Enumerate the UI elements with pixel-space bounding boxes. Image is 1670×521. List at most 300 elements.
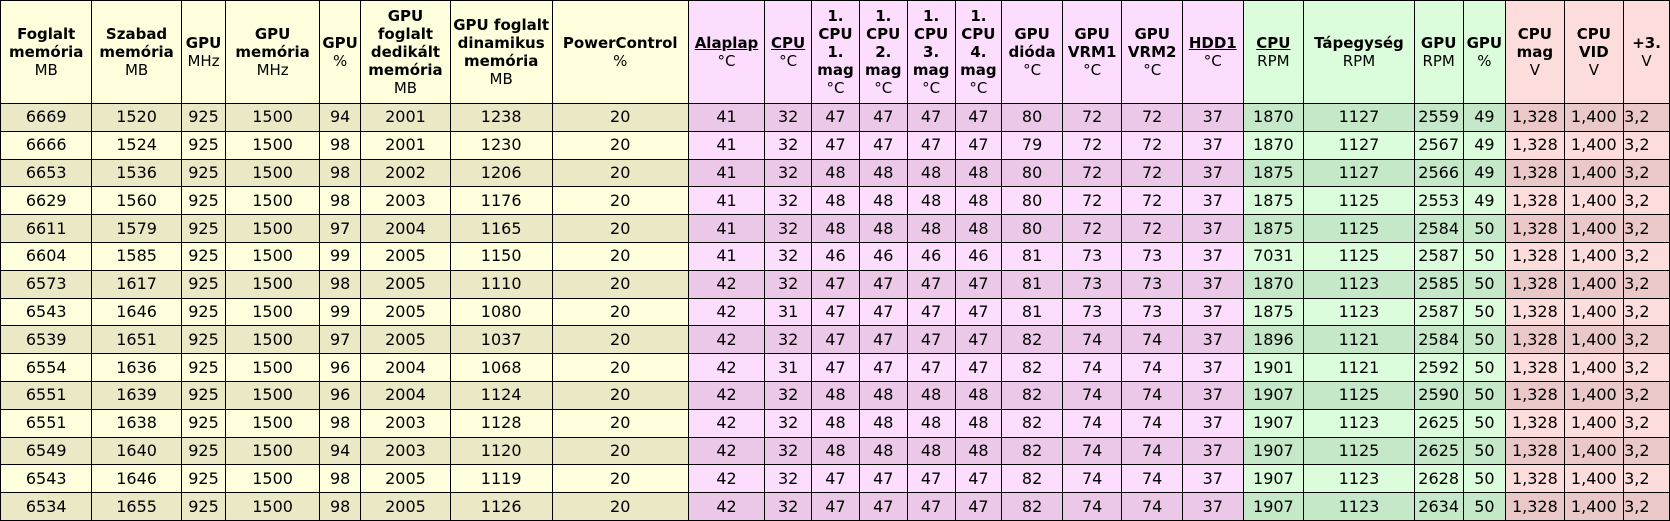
table-cell: 48	[955, 215, 1002, 243]
column-title: GPU	[1420, 34, 1457, 52]
table-cell: 74	[1122, 493, 1183, 521]
table-cell: 31	[765, 298, 812, 326]
column-unit: °C	[922, 79, 941, 97]
table-cell: 20	[552, 493, 688, 521]
column-unit: °C	[969, 79, 988, 97]
table-cell: 73	[1122, 298, 1183, 326]
table-cell: 2566	[1414, 159, 1463, 187]
table-cell: 2005	[361, 242, 450, 270]
table-cell: 3,2	[1624, 242, 1670, 270]
table-cell: 1,328	[1506, 437, 1564, 465]
table-cell: 1500	[226, 242, 320, 270]
header-row	[1, 1, 1670, 104]
table-cell: 2001	[361, 104, 450, 132]
column-header-6	[450, 1, 552, 104]
table-cell: 48	[812, 215, 860, 243]
table-cell: 925	[181, 465, 226, 493]
column-header-0	[1, 1, 92, 104]
table-cell: 925	[181, 104, 226, 132]
column-unit: MB	[393, 79, 418, 97]
table-cell: 46	[859, 242, 907, 270]
table-cell: 98	[319, 270, 360, 298]
table-cell: 1,328	[1506, 381, 1564, 409]
table-cell: 3,2	[1624, 187, 1670, 215]
column-title: PowerControl	[562, 34, 678, 52]
table-cell: 2634	[1414, 493, 1463, 521]
table-cell: 72	[1062, 159, 1122, 187]
table-cell: 925	[181, 354, 226, 382]
table-cell: 47	[955, 326, 1002, 354]
column-unit: V	[1641, 52, 1652, 70]
table-cell: 20	[552, 159, 688, 187]
table-cell: 48	[812, 187, 860, 215]
table-cell: 3,2	[1624, 104, 1670, 132]
table-cell: 48	[907, 215, 955, 243]
table-cell: 47	[907, 131, 955, 159]
table-cell: 47	[859, 104, 907, 132]
table-cell: 925	[181, 187, 226, 215]
table-cell: 98	[319, 159, 360, 187]
table-cell: 2584	[1414, 326, 1463, 354]
table-cell: 1875	[1243, 159, 1304, 187]
table-cell: 6549	[1, 437, 92, 465]
table-cell: 73	[1122, 270, 1183, 298]
column-header-18[interactable]	[1243, 1, 1304, 104]
table-cell: 2003	[361, 437, 450, 465]
column-unit: °C	[779, 52, 798, 70]
table-cell: 20	[552, 326, 688, 354]
table-cell: 1,400	[1564, 104, 1624, 132]
table-cell: 37	[1182, 326, 1243, 354]
table-cell: 41	[688, 131, 765, 159]
table-cell: 3,2	[1624, 215, 1670, 243]
table-cell: 49	[1463, 131, 1506, 159]
table-cell: 1536	[92, 159, 181, 187]
table-cell: 74	[1122, 354, 1183, 382]
table-cell: 1,400	[1564, 493, 1624, 521]
table-cell: 1638	[92, 409, 181, 437]
column-title: GPU foglalt dinamikus memória	[453, 16, 550, 70]
table-cell: 1500	[226, 104, 320, 132]
table-cell: 94	[319, 104, 360, 132]
table-cell: 47	[859, 326, 907, 354]
table-cell: 74	[1122, 465, 1183, 493]
column-header-24	[1624, 1, 1670, 104]
table-cell: 1,328	[1506, 270, 1564, 298]
table-cell: 32	[765, 131, 812, 159]
table-cell: 1,328	[1506, 104, 1564, 132]
table-cell: 47	[812, 270, 860, 298]
table-cell: 3,2	[1624, 131, 1670, 159]
table-cell: 32	[765, 381, 812, 409]
table-cell: 74	[1122, 381, 1183, 409]
table-cell: 98	[319, 409, 360, 437]
table-cell: 1,400	[1564, 270, 1624, 298]
column-title[interactable]: HDD1	[1188, 34, 1237, 52]
table-cell: 96	[319, 354, 360, 382]
table-cell: 73	[1062, 270, 1122, 298]
column-header-15	[1062, 1, 1122, 104]
table-cell: 20	[552, 298, 688, 326]
table-cell: 48	[812, 381, 860, 409]
table-body	[1, 104, 1670, 521]
table-cell: 1,328	[1506, 409, 1564, 437]
table-cell: 20	[552, 215, 688, 243]
table-cell: 6551	[1, 409, 92, 437]
table-cell: 50	[1463, 215, 1506, 243]
table-cell: 48	[859, 187, 907, 215]
table-cell: 47	[859, 465, 907, 493]
table-cell: 49	[1463, 104, 1506, 132]
table-cell: 47	[907, 104, 955, 132]
table-cell: 2001	[361, 131, 450, 159]
table-cell: 96	[319, 381, 360, 409]
table-cell: 50	[1463, 381, 1506, 409]
table-cell: 99	[319, 242, 360, 270]
table-cell: 41	[688, 242, 765, 270]
table-cell: 47	[812, 326, 860, 354]
table-cell: 32	[765, 437, 812, 465]
table-cell: 48	[859, 215, 907, 243]
table-cell: 20	[552, 465, 688, 493]
column-unit: °C	[1023, 61, 1042, 79]
table-cell: 1907	[1243, 493, 1304, 521]
column-header-22	[1506, 1, 1564, 104]
column-title[interactable]: CPU	[771, 34, 806, 52]
table-cell: 48	[955, 409, 1002, 437]
column-unit: °C	[874, 79, 893, 97]
table-row	[1, 159, 1670, 187]
table-cell: 925	[181, 437, 226, 465]
table-row	[1, 131, 1670, 159]
column-title: GPU dióda	[1008, 25, 1056, 61]
table-cell: 1110	[450, 270, 552, 298]
table-cell: 3,2	[1624, 465, 1670, 493]
table-cell: 1121	[1304, 326, 1415, 354]
table-cell: 1,400	[1564, 242, 1624, 270]
table-cell: 2005	[361, 298, 450, 326]
table-cell: 1500	[226, 215, 320, 243]
column-unit: MB	[124, 61, 149, 79]
table-cell: 1907	[1243, 465, 1304, 493]
table-cell: 1646	[92, 465, 181, 493]
column-unit: %	[613, 52, 628, 70]
table-cell: 1500	[226, 187, 320, 215]
table-cell: 1123	[1304, 493, 1415, 521]
table-cell: 1500	[226, 381, 320, 409]
table-cell: 1125	[1304, 215, 1415, 243]
table-cell: 74	[1062, 409, 1122, 437]
column-unit: °C	[1203, 52, 1222, 70]
table-cell: 72	[1062, 215, 1122, 243]
table-cell: 32	[765, 326, 812, 354]
table-cell: 20	[552, 104, 688, 132]
table-cell: 6551	[1, 381, 92, 409]
table-row	[1, 242, 1670, 270]
table-cell: 1230	[450, 131, 552, 159]
column-header-17[interactable]	[1182, 1, 1243, 104]
table-cell: 6543	[1, 298, 92, 326]
table-cell: 2003	[361, 409, 450, 437]
table-cell: 47	[859, 298, 907, 326]
table-cell: 48	[812, 437, 860, 465]
table-cell: 1123	[1304, 270, 1415, 298]
column-unit: MHz	[187, 52, 220, 70]
column-unit: RPM	[1257, 52, 1290, 70]
table-cell: 50	[1463, 465, 1506, 493]
table-cell: 72	[1062, 104, 1122, 132]
column-header-11	[859, 1, 907, 104]
table-cell: 1127	[1304, 104, 1415, 132]
table-cell: 925	[181, 493, 226, 521]
table-cell: 48	[955, 187, 1002, 215]
table-cell: 80	[1002, 187, 1063, 215]
table-cell: 1,400	[1564, 187, 1624, 215]
column-header-20	[1414, 1, 1463, 104]
table-cell: 2002	[361, 159, 450, 187]
table-cell: 925	[181, 242, 226, 270]
table-cell: 37	[1182, 270, 1243, 298]
table-cell: 1500	[226, 354, 320, 382]
column-unit: RPM	[1342, 52, 1376, 70]
table-cell: 2005	[361, 493, 450, 521]
table-cell: 1,400	[1564, 215, 1624, 243]
table-cell: 6534	[1, 493, 92, 521]
column-unit: %	[1477, 52, 1492, 70]
table-cell: 1651	[92, 326, 181, 354]
table-cell: 74	[1062, 381, 1122, 409]
table-row	[1, 465, 1670, 493]
table-cell: 1500	[226, 409, 320, 437]
table-row	[1, 354, 1670, 382]
table-cell: 47	[812, 354, 860, 382]
column-title: CPU VID	[1576, 25, 1611, 61]
table-cell: 48	[859, 409, 907, 437]
table-cell: 1123	[1304, 298, 1415, 326]
table-cell: 47	[955, 270, 1002, 298]
table-cell: 1,400	[1564, 159, 1624, 187]
table-cell: 3,2	[1624, 354, 1670, 382]
table-cell: 37	[1182, 465, 1243, 493]
table-cell: 50	[1463, 326, 1506, 354]
table-cell: 47	[907, 465, 955, 493]
table-cell: 42	[688, 270, 765, 298]
table-cell: 1617	[92, 270, 181, 298]
table-cell: 1,328	[1506, 215, 1564, 243]
table-cell: 37	[1182, 187, 1243, 215]
table-cell: 1640	[92, 437, 181, 465]
table-cell: 98	[319, 465, 360, 493]
column-header-3	[226, 1, 320, 104]
table-cell: 41	[688, 187, 765, 215]
table-cell: 37	[1182, 242, 1243, 270]
table-cell: 2004	[361, 354, 450, 382]
table-cell: 1896	[1243, 326, 1304, 354]
table-cell: 1121	[1304, 354, 1415, 382]
table-cell: 1120	[450, 437, 552, 465]
table-cell: 6543	[1, 465, 92, 493]
table-cell: 1585	[92, 242, 181, 270]
table-cell: 2004	[361, 381, 450, 409]
table-cell: 1,328	[1506, 354, 1564, 382]
table-cell: 98	[319, 187, 360, 215]
table-cell: 2567	[1414, 131, 1463, 159]
table-cell: 1176	[450, 187, 552, 215]
table-cell: 32	[765, 187, 812, 215]
table-cell: 47	[812, 465, 860, 493]
table-cell: 2005	[361, 270, 450, 298]
table-cell: 925	[181, 326, 226, 354]
column-header-19	[1304, 1, 1415, 104]
table-cell: 48	[907, 381, 955, 409]
table-cell: 1,400	[1564, 465, 1624, 493]
table-cell: 3,2	[1624, 381, 1670, 409]
column-unit: %	[332, 52, 348, 70]
table-cell: 1560	[92, 187, 181, 215]
table-cell: 1875	[1243, 187, 1304, 215]
table-cell: 1150	[450, 242, 552, 270]
table-cell: 48	[859, 381, 907, 409]
table-cell: 2590	[1414, 381, 1463, 409]
table-row	[1, 493, 1670, 521]
column-title[interactable]: CPU	[1256, 34, 1291, 52]
table-cell: 72	[1122, 131, 1183, 159]
table-cell: 1579	[92, 215, 181, 243]
table-cell: 47	[907, 354, 955, 382]
table-row	[1, 381, 1670, 409]
table-cell: 47	[812, 493, 860, 521]
table-cell: 37	[1182, 215, 1243, 243]
table-cell: 2585	[1414, 270, 1463, 298]
table-cell: 50	[1463, 270, 1506, 298]
table-cell: 42	[688, 465, 765, 493]
table-cell: 47	[859, 493, 907, 521]
table-cell: 1639	[92, 381, 181, 409]
table-cell: 1500	[226, 270, 320, 298]
table-cell: 81	[1002, 242, 1063, 270]
table-row	[1, 409, 1670, 437]
table-cell: 48	[907, 409, 955, 437]
table-cell: 32	[765, 242, 812, 270]
column-title: GPU memória	[235, 25, 310, 61]
table-cell: 74	[1122, 326, 1183, 354]
table-cell: 1123	[1304, 409, 1415, 437]
table-cell: 925	[181, 159, 226, 187]
table-cell: 1,400	[1564, 354, 1624, 382]
table-cell: 3,2	[1624, 326, 1670, 354]
column-unit: °C	[717, 52, 736, 70]
table-cell: 81	[1002, 270, 1063, 298]
table-cell: 1128	[450, 409, 552, 437]
column-unit: MB	[34, 61, 58, 79]
table-cell: 1127	[1304, 159, 1415, 187]
column-title: GPU	[322, 34, 358, 52]
table-cell: 1119	[450, 465, 552, 493]
table-row	[1, 298, 1670, 326]
table-cell: 94	[319, 437, 360, 465]
table-cell: 1,400	[1564, 437, 1624, 465]
column-header-8[interactable]	[688, 1, 765, 104]
table-cell: 37	[1182, 437, 1243, 465]
table-cell: 48	[955, 437, 1002, 465]
table-cell: 1907	[1243, 437, 1304, 465]
table-cell: 32	[765, 159, 812, 187]
table-cell: 72	[1062, 187, 1122, 215]
table-cell: 80	[1002, 104, 1063, 132]
column-unit: °C	[1083, 61, 1102, 79]
column-header-7	[552, 1, 688, 104]
column-header-9[interactable]	[765, 1, 812, 104]
table-cell: 2592	[1414, 354, 1463, 382]
table-cell: 97	[319, 215, 360, 243]
column-header-16	[1122, 1, 1183, 104]
table-cell: 72	[1062, 131, 1122, 159]
column-header-21	[1463, 1, 1506, 104]
table-cell: 2625	[1414, 409, 1463, 437]
table-cell: 42	[688, 437, 765, 465]
table-cell: 50	[1463, 242, 1506, 270]
table-cell: 74	[1062, 493, 1122, 521]
column-title: GPU	[1466, 34, 1503, 52]
table-cell: 2005	[361, 465, 450, 493]
table-cell: 72	[1122, 159, 1183, 187]
column-unit: RPM	[1422, 52, 1455, 70]
table-cell: 1125	[1304, 242, 1415, 270]
table-cell: 42	[688, 298, 765, 326]
table-cell: 80	[1002, 159, 1063, 187]
column-title: Foglalt memória	[9, 25, 84, 61]
table-cell: 1500	[226, 437, 320, 465]
table-cell: 1,328	[1506, 326, 1564, 354]
table-cell: 3,2	[1624, 409, 1670, 437]
table-cell: 42	[688, 381, 765, 409]
column-title[interactable]: Alaplap	[694, 34, 759, 52]
table-cell: 74	[1122, 437, 1183, 465]
table-cell: 1524	[92, 131, 181, 159]
table-cell: 1655	[92, 493, 181, 521]
table-cell: 925	[181, 298, 226, 326]
table-cell: 74	[1122, 409, 1183, 437]
column-title: GPU VRM2	[1127, 25, 1177, 61]
table-cell: 48	[859, 159, 907, 187]
table-cell: 47	[907, 270, 955, 298]
table-cell: 1907	[1243, 409, 1304, 437]
table-cell: 50	[1463, 409, 1506, 437]
column-title: 1. CPU 1. mag	[817, 7, 854, 79]
table-cell: 37	[1182, 354, 1243, 382]
table-cell: 42	[688, 493, 765, 521]
table-cell: 82	[1002, 354, 1063, 382]
table-cell: 79	[1002, 131, 1063, 159]
table-cell: 97	[319, 326, 360, 354]
column-title: GPU VRM1	[1067, 25, 1117, 61]
table-cell: 1500	[226, 131, 320, 159]
table-cell: 47	[859, 354, 907, 382]
table-cell: 1124	[450, 381, 552, 409]
table-cell: 82	[1002, 381, 1063, 409]
table-cell: 2584	[1414, 215, 1463, 243]
column-title: CPU mag	[1516, 25, 1554, 61]
table-cell: 72	[1122, 104, 1183, 132]
table-cell: 1127	[1304, 131, 1415, 159]
table-cell: 32	[765, 270, 812, 298]
table-row	[1, 104, 1670, 132]
table-cell: 74	[1062, 465, 1122, 493]
table-cell: 47	[812, 131, 860, 159]
table-cell: 80	[1002, 215, 1063, 243]
table-cell: 1636	[92, 354, 181, 382]
table-row	[1, 437, 1670, 465]
